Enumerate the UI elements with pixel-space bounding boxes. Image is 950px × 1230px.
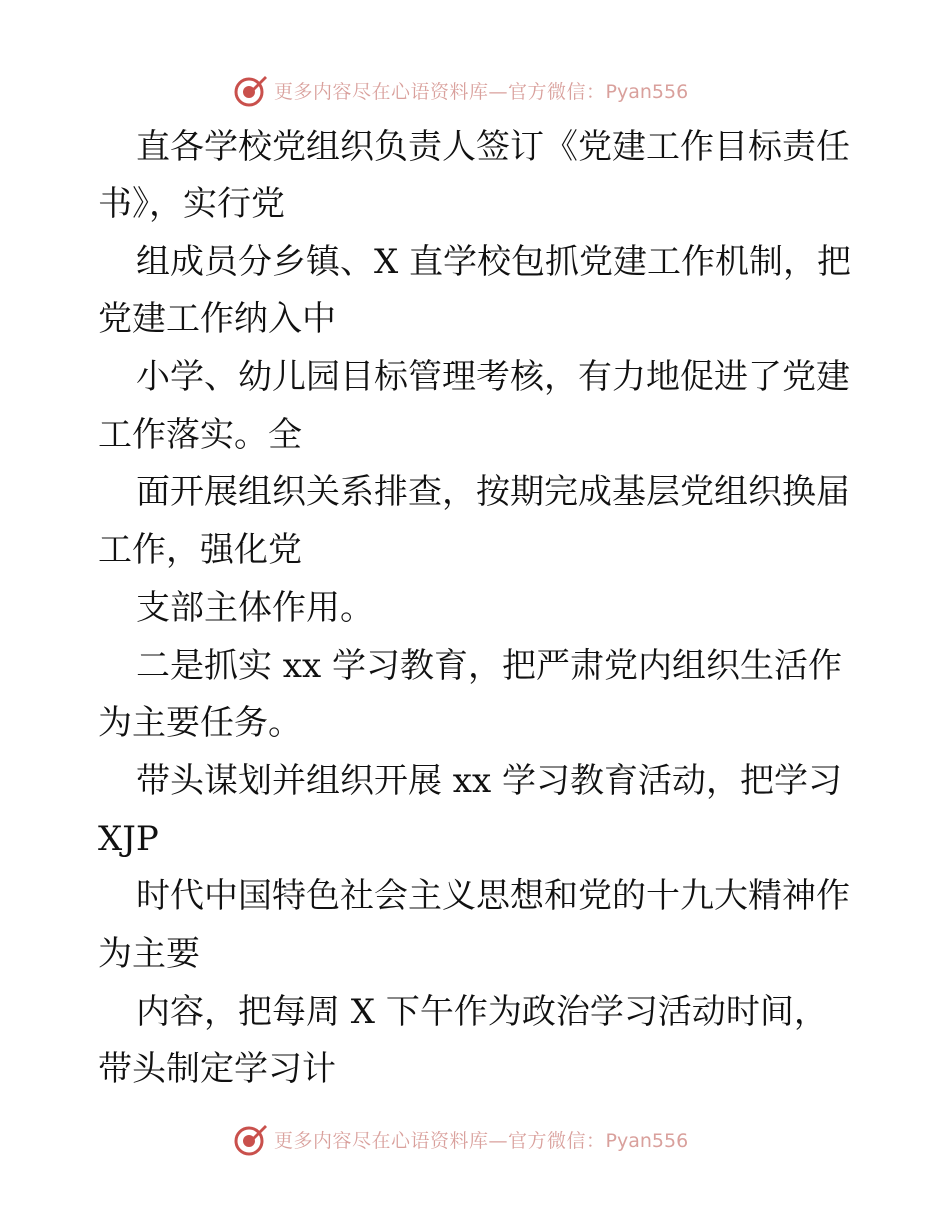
text-line: 为主要 [98, 934, 200, 974]
text-line: 支部主体作用。 [136, 588, 374, 628]
text-line: 为主要任务。 [98, 703, 302, 743]
watermark-text: 更多内容尽在心语资料库—官方微信：Pyan556 [274, 1129, 689, 1152]
text-line: 内容，把每周 X 下午作为政治学习活动时间， [136, 992, 828, 1032]
text-line: 带头谋划并组织开展 xx 学习教育活动，把学习 [136, 761, 842, 801]
text-line: 小学、幼儿园目标管理考核，有力地促进了党建 [136, 357, 850, 397]
text-line: 书》，实行党 [98, 184, 285, 224]
footer-watermark [234, 1121, 688, 1157]
text-line: 组成员分乡镇、X 直学校包抓党建工作机制，把 [136, 242, 852, 282]
text-line: 二是抓实 xx 学习教育，把严肃党内组织生活作 [136, 646, 842, 686]
text-line: 时代中国特色社会主义思想和党的十九大精神作 [136, 876, 850, 916]
watermark-text: 更多内容尽在心语资料库—官方微信：Pyan556 [274, 80, 689, 103]
text-line: 党建工作纳入中 [98, 299, 336, 339]
pen-logo-icon [234, 1122, 268, 1156]
text-line: 带头制定学习计 [98, 1049, 336, 1089]
text-line: XJP [98, 819, 159, 859]
text-line: 工作，强化党 [98, 530, 302, 570]
text-line: 直各学校党组织负责人签订《党建工作目标责任 [136, 127, 850, 167]
text-line: 工作落实。全 [98, 415, 302, 455]
text-line: 面开展组织关系排查，按期完成基层党组织换届 [136, 472, 850, 512]
